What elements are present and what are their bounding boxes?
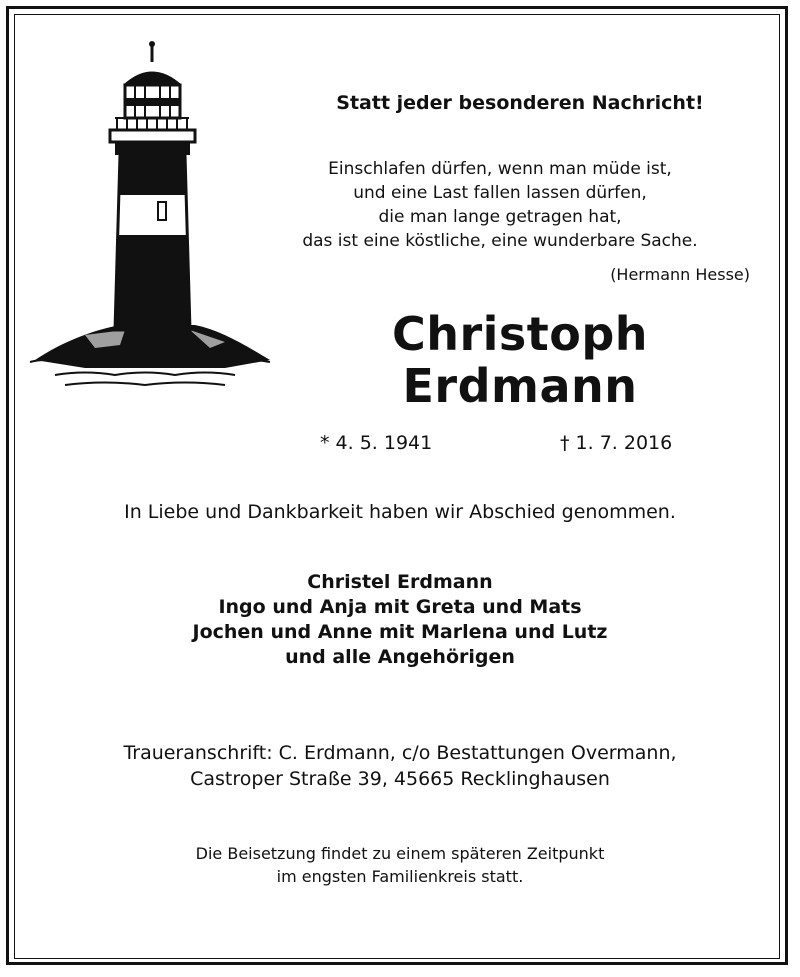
birth-date: * 4. 5. 1941 (320, 432, 433, 454)
deceased-name (300, 308, 740, 412)
death-date: † 1. 7. 2016 (560, 432, 673, 454)
mourners-list (100, 570, 700, 670)
mourning-address (30, 740, 770, 792)
mourner-line: Christel Erdmann (307, 571, 493, 593)
poem-author: (Hermann Hesse) (610, 265, 750, 284)
burial-line: Die Beisetzung findet zu einem späteren Zeitpunkt (195, 844, 605, 863)
mourner-line: und alle Angehörigen (285, 646, 515, 668)
burial-line: im engsten Familienkreis statt. (276, 867, 524, 886)
address-line: Castroper Straße 39, 45665 Recklinghausen (190, 768, 610, 790)
burial-note (100, 842, 700, 888)
last-name: Erdmann (402, 359, 638, 413)
poem-line: und eine Last fallen lassen dürfen, (353, 183, 647, 203)
farewell-text: In Liebe und Dankbarkeit haben wir Abschied genommen. (124, 501, 676, 523)
address-line: Traueranschrift: C. Erdmann, c/o Bestattungen Overmann, (123, 742, 677, 764)
mourner-line: Jochen und Anne mit Marlena und Lutz (192, 621, 608, 643)
mourner-line: Ingo und Anja mit Greta und Mats (218, 596, 582, 618)
poem-line: die man lange getragen hat, (378, 207, 622, 227)
poem-line: das ist eine köstliche, eine wunderbare Sache. (302, 231, 698, 251)
poem (250, 157, 750, 253)
lighthouse-icon (25, 30, 275, 390)
poem-line: Einschlafen dürfen, wenn man müde ist, (328, 159, 672, 179)
headline: Statt jeder besonderen Nachricht! (336, 92, 704, 114)
first-name: Christoph (391, 307, 649, 361)
